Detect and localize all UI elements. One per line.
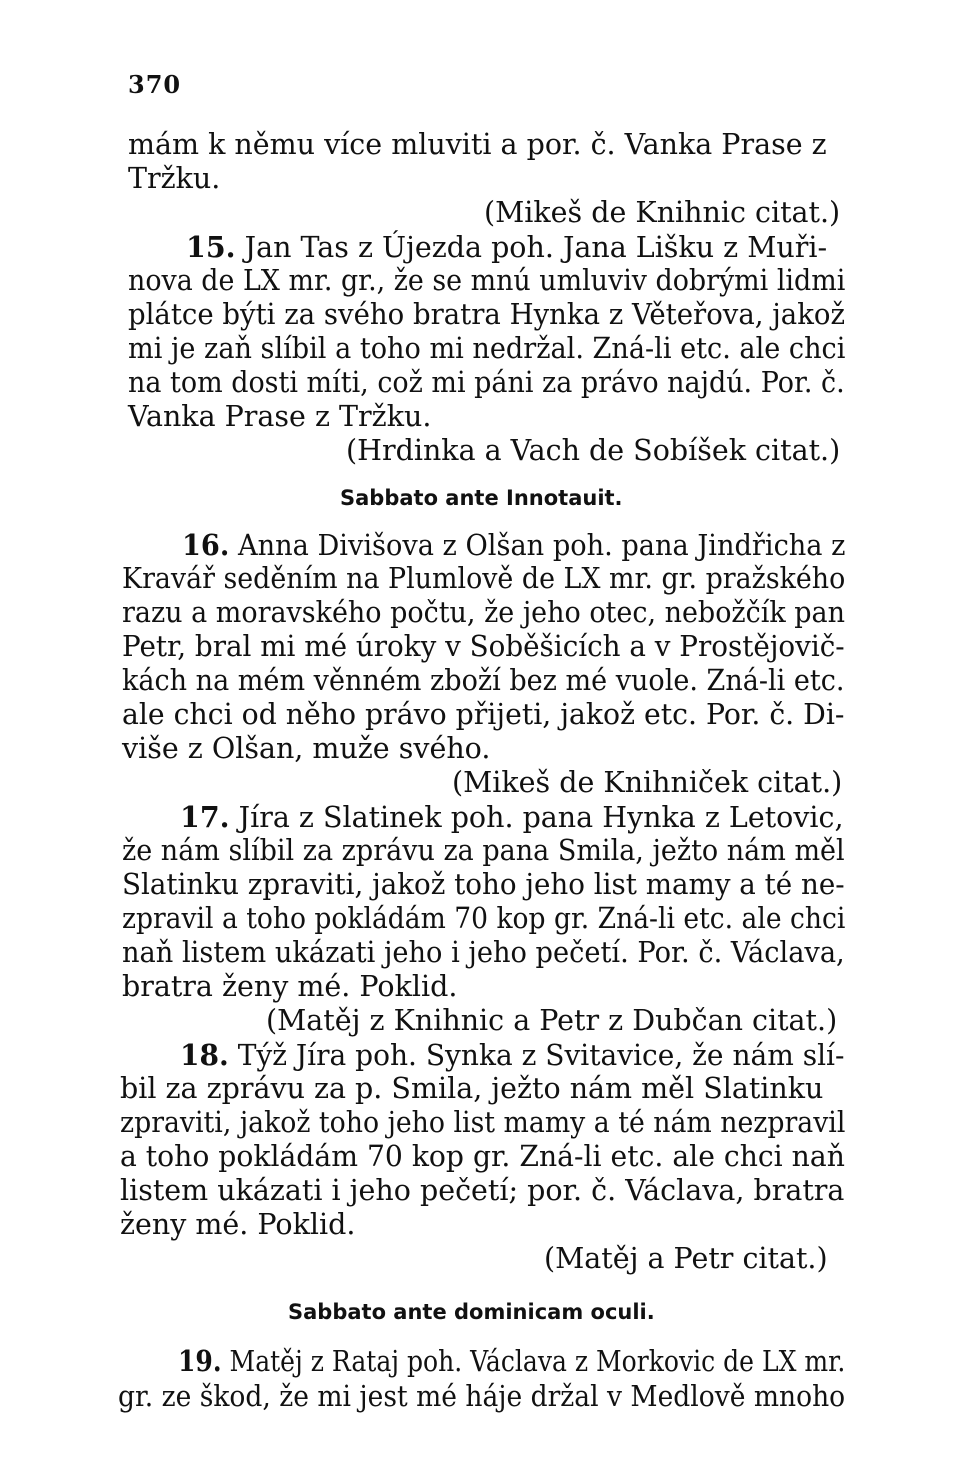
text-line: razu a moravského počtu, že jeho otec, nebožčík pan: [122, 596, 846, 629]
text-line: zpraviti, jakož toho jeho list mamy a té nám nezpravil: [120, 1106, 846, 1139]
text-line: kách na mém věnném zboží bez mé vuole. Zná-li etc.: [122, 664, 845, 697]
text-line: že nám slíbil za zprávu za pana Smila, ježto nám měl: [122, 834, 845, 867]
entry-16-first-line: [182, 528, 845, 563]
entry-18-first-line: [180, 1038, 845, 1073]
entry-number: 19.: [178, 1344, 222, 1378]
text-line: na tom dosti míti, což mi páni za právo najdú. Por. č.: [128, 366, 845, 399]
text-line: više z Olšan, muže svého.: [122, 732, 491, 765]
citation-line: (Matěj a Petr citat.): [544, 1242, 828, 1275]
text-line: a toho pokládám 70 kop gr. Zná-li etc. ale chci naň: [120, 1140, 845, 1173]
citation-line: (Mikeš de Knihniček citat.): [452, 766, 843, 799]
text-line: nova de LX mr. gr., že se mnú umluviv dobrými lidmi: [128, 264, 846, 297]
entry-text: Jan Tas z Újezda poh. Jana Lišku z Muři-: [235, 231, 828, 264]
text-line: Kravář seděním na Plumlově de LX mr. gr. pražského: [122, 562, 846, 595]
entry-text: Anna Divišova z Olšan poh. pana Jindřicha z: [229, 529, 846, 562]
text-line: Petr, bral mi mé úroky v Soběšicích a v Prostějovič-: [122, 630, 845, 663]
section-heading: Sabbato ante dominicam oculi.: [288, 1300, 655, 1324]
citation-line: (Mikeš de Knihnic citat.): [484, 196, 841, 229]
entry-number: 17.: [180, 800, 230, 834]
entry-text: Týž Jíra poh. Synka z Svitavice, že nám slí-: [228, 1039, 845, 1072]
text-line: plátce býti za svého bratra Hynka z Věteřova, jakož: [128, 298, 846, 331]
text-line: naň listem ukázati jeho i jeho pečetí. Por. č. Václava,: [122, 936, 845, 969]
entry-number: 15.: [186, 230, 236, 264]
entry-number: 16.: [182, 528, 230, 562]
entry-text: Jíra z Slatinek poh. pana Hynka z Letovic,: [229, 801, 844, 834]
text-line: bratra ženy mé. Poklid.: [122, 970, 458, 1003]
text-line: listem ukázati i jeho pečetí; por. č. Václava, bratra: [120, 1174, 845, 1207]
text-line: Slatinku zpraviti, jakož toho jeho list mamy a té ne-: [122, 868, 845, 901]
text-line: zpravil a toho pokládám 70 kop gr. Zná-li etc. ale chci: [122, 902, 846, 935]
citation-line: (Matěj z Knihnic a Petr z Dubčan citat.): [266, 1004, 838, 1037]
entry-number: 18.: [180, 1038, 229, 1072]
text-line: bil za zprávu za p. Smila, ježto nám měl Slatinku: [120, 1072, 824, 1105]
entry-15-first-line: [186, 230, 827, 265]
text-line: ženy mé. Poklid.: [120, 1208, 356, 1241]
citation-line: (Hrdinka a Vach de Sobíšek citat.): [346, 434, 841, 467]
page-number: 370: [128, 70, 182, 99]
entry-19-first-line: [178, 1344, 845, 1379]
section-heading: Sabbato ante Innotauit.: [340, 486, 623, 510]
text-line: gr. ze škod, že mi jest mé háje držal v Medlově mnoho: [118, 1380, 846, 1413]
text-line: mám k němu více mluviti a por. č. Vanka Prase z: [128, 128, 827, 161]
text-line: mi je zaň slíbil a toho mi nedržal. Zná-li etc. ale chci: [128, 332, 846, 365]
entry-text: Matěj z Rataj poh. Václava z Morkovic de LX mr.: [221, 1345, 846, 1378]
entry-17-first-line: [180, 800, 844, 835]
text-line: Tržku.: [128, 162, 221, 195]
text-line: Vanka Prase z Tržku.: [128, 400, 432, 433]
text-line: ale chci od něho právo přijeti, jakož etc. Por. č. Di-: [122, 698, 845, 731]
